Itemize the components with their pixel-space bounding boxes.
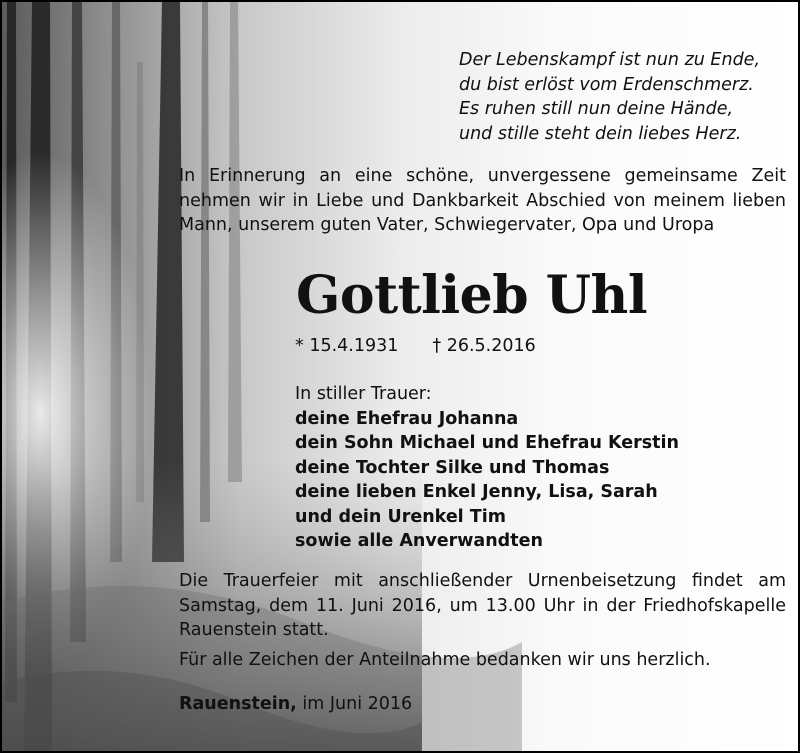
mourner-line: deine lieben Enkel Jenny, Lisa, Sarah	[295, 482, 658, 502]
thanks-text: Für alle Zeichen der Anteilnahme bedanken wir uns herzlich.	[179, 650, 711, 670]
poem-line: Es ruhen still nun deine Hände,	[459, 99, 734, 119]
mourner-line: sowie alle Anverwandten	[295, 531, 543, 551]
mourners-lead: In stiller Trauer:	[295, 384, 432, 404]
death-date: † 26.5.2016	[432, 336, 536, 356]
mourner-line: dein Sohn Michael und Ehefrau Kerstin	[295, 433, 680, 453]
mourner-line: deine Ehefrau Johanna	[295, 408, 519, 429]
birth-date: * 15.4.1931	[295, 336, 399, 356]
life-dates	[295, 334, 536, 358]
deceased-name: Gottlieb Uhl	[296, 265, 648, 326]
mourner-line: deine Tochter Silke und Thomas	[295, 457, 610, 478]
poem-line: Der Lebenskampf ist nun zu Ende,	[459, 50, 761, 70]
poem	[459, 48, 789, 146]
place-date-text: im Juni 2016	[302, 694, 413, 714]
mourner-line: und dein Urenkel Tim	[295, 506, 506, 527]
funeral-service-text: Die Trauerfeier mit anschließender Urnenbeisetzung findet am Samstag, dem 11. Juni 2016, um 13.00 Uhr in der Friedhofskapelle Rauenstein statt.	[179, 571, 786, 640]
place-date	[179, 692, 412, 717]
poem-line: und stille steht dein liebes Herz.	[459, 123, 742, 144]
place-name: Rauenstein,	[179, 694, 297, 714]
intro-text: In Erinnerung an eine schöne, unvergessene gemeinsame Zeit nehmen wir in Liebe und Dankbarkeit Abschied von meinem lieben Mann, unserem guten Vater, Schwiegervater, Opa und Uropa	[179, 166, 786, 235]
poem-line: du bist erlöst vom Erdenschmerz.	[459, 74, 754, 95]
mourners-list	[295, 382, 775, 554]
